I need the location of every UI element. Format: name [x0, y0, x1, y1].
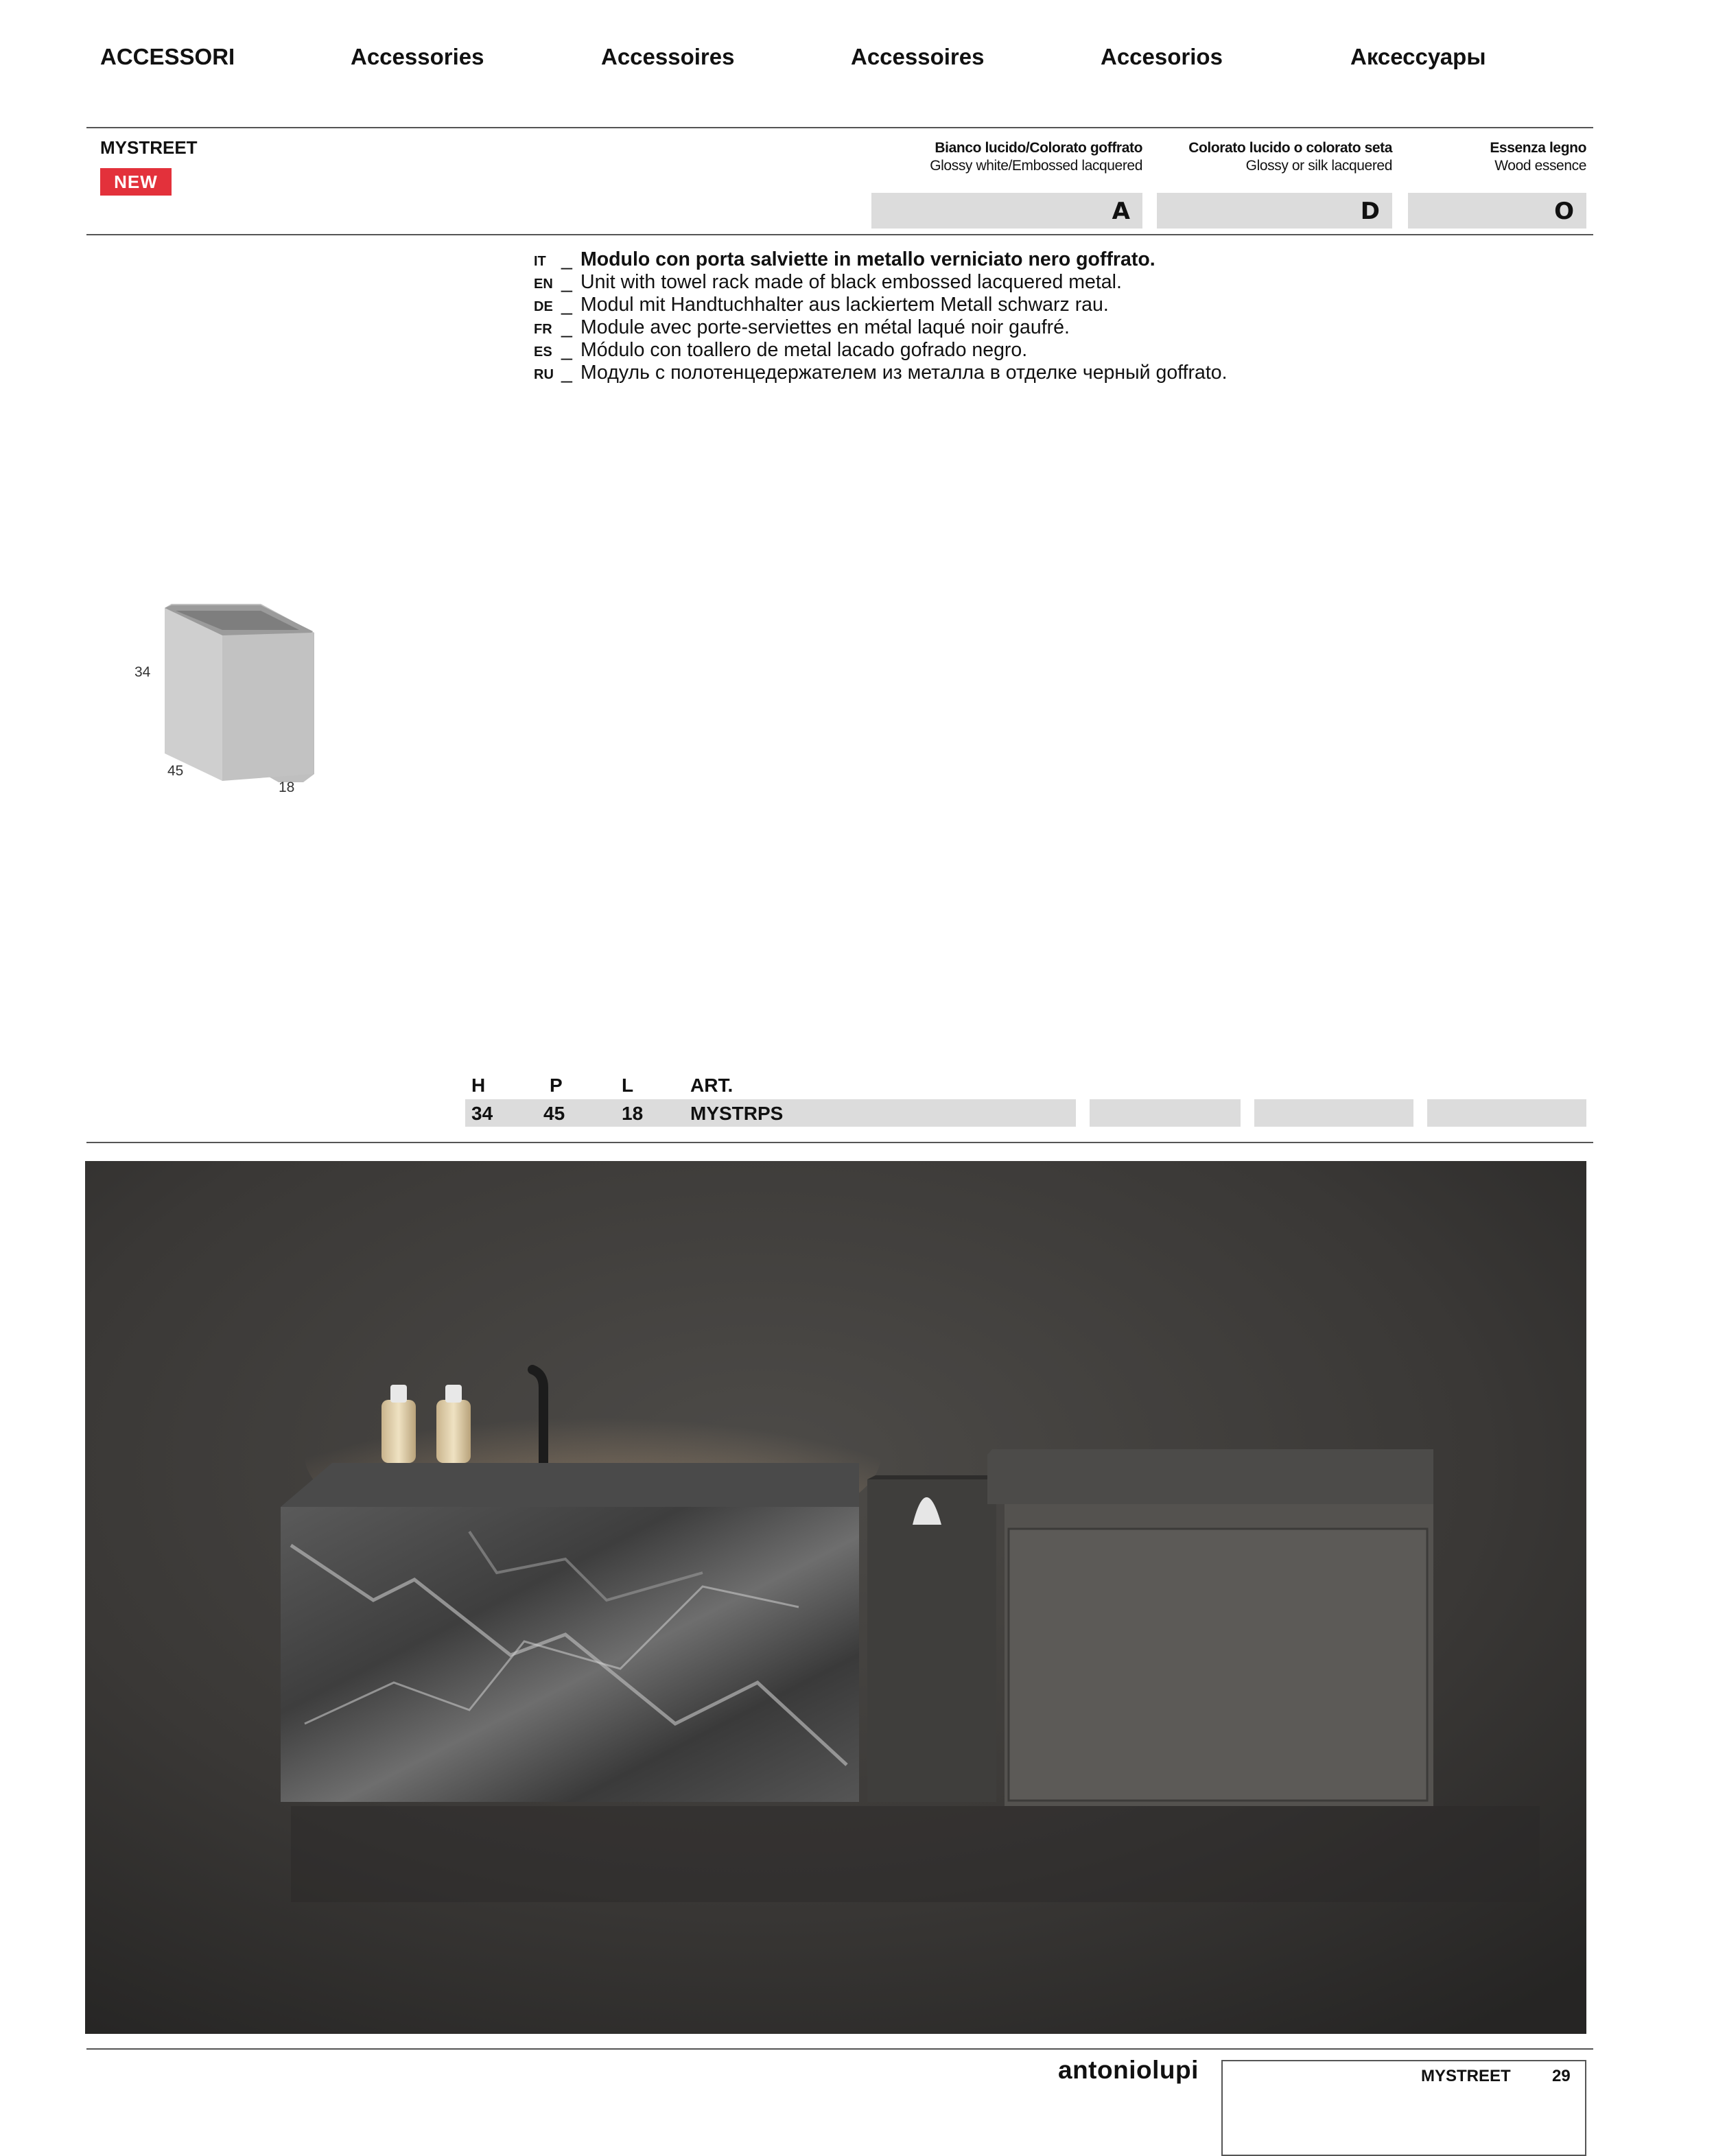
- table-header-h: H: [471, 1075, 486, 1096]
- description-en: [534, 271, 1228, 294]
- header-tab-es: Accesorios: [1101, 44, 1223, 69]
- footer-collection: MYSTREET: [1421, 2067, 1511, 2085]
- description-text: Modul mit Handtuchhalter aus lackiertem Metall schwarz rau.: [580, 294, 1109, 316]
- description-text: Модуль с полотенцедержателем из металла в отделке черный goffrato.: [580, 362, 1228, 384]
- new-badge: NEW: [100, 168, 172, 196]
- finish-subtitle: Wood essence: [1494, 158, 1586, 174]
- finish-title: Bianco lucido/Colorato goffrato: [935, 140, 1142, 156]
- finish-header-d: [1188, 139, 1392, 175]
- finish-subtitle: Glossy white/Embossed lacquered: [930, 158, 1142, 174]
- bottle-cap-icon: [445, 1385, 462, 1403]
- lang-separator: _: [561, 271, 572, 293]
- lang-code: FR: [534, 322, 552, 337]
- finish-code-a: A: [871, 193, 1142, 229]
- finish-code-o: O: [1408, 193, 1586, 229]
- description-ru: [534, 362, 1228, 384]
- bottle-icon: [436, 1400, 471, 1463]
- description-text: Módulo con toallero de metal lacado gofrado negro.: [580, 339, 1028, 361]
- table-value-l: 18: [622, 1103, 644, 1124]
- table-cell-d: [1254, 1099, 1413, 1127]
- lang-separator: _: [561, 362, 572, 384]
- footer-divider: [86, 2048, 1593, 2050]
- product-title: MYSTREET: [100, 137, 198, 158]
- dimension-height: 34: [134, 664, 151, 680]
- finish-header-o: [1490, 139, 1586, 175]
- bottle-cap-icon: [390, 1385, 407, 1403]
- dimension-depth: 18: [279, 780, 295, 795]
- lang-code: ES: [534, 344, 552, 360]
- lang-separator: _: [561, 316, 572, 338]
- cabinet-top: [987, 1449, 1433, 1504]
- product-photo: [85, 1161, 1586, 2034]
- header-tab-de: Accessoires: [601, 44, 735, 69]
- cabinet-shadow: [291, 1806, 1540, 1902]
- table-value-p: 45: [543, 1103, 565, 1124]
- description-text: Modulo con porta salviette in metallo verniciato nero goffrato.: [580, 248, 1155, 270]
- table-divider: [86, 1142, 1593, 1143]
- finish-subtitle: Glossy or silk lacquered: [1245, 158, 1392, 174]
- lang-separator: _: [561, 294, 572, 316]
- header-tab-ru: Аксессуары: [1350, 44, 1486, 69]
- header-tab-it: ACCESSORI: [100, 44, 235, 69]
- lang-separator: _: [561, 248, 572, 270]
- header-divider: [86, 127, 1593, 128]
- description-es: [534, 339, 1228, 362]
- table-value-art: MYSTRPS: [690, 1103, 784, 1124]
- finish-code-d: D: [1157, 193, 1392, 229]
- page-number: 29: [1552, 2067, 1571, 2085]
- description-text: Module avec porte-serviettes en métal laqué noir gaufré.: [580, 316, 1070, 338]
- finish-title: Essenza legno: [1490, 140, 1586, 156]
- description-de: [534, 294, 1228, 316]
- header-tab-fr: Accessoires: [851, 44, 985, 69]
- table-value-h: 34: [471, 1103, 493, 1124]
- dimension-width: 45: [167, 763, 184, 779]
- lang-code: IT: [534, 254, 546, 269]
- table-header-p: P: [550, 1075, 563, 1096]
- lang-code: DE: [534, 299, 553, 314]
- description-block: [534, 248, 1228, 384]
- table-header-l: L: [622, 1075, 634, 1096]
- table-cell-a: [1090, 1099, 1241, 1127]
- description-text: Unit with towel rack made of black embossed lacquered metal.: [580, 271, 1122, 293]
- table-cell-o: [1427, 1099, 1586, 1127]
- footer-box: [1221, 2060, 1586, 2156]
- lang-code: EN: [534, 277, 553, 292]
- table-header-art: ART.: [690, 1075, 733, 1096]
- lang-separator: _: [561, 339, 572, 361]
- description-it: [534, 248, 1228, 271]
- basin-top: [281, 1463, 859, 1507]
- module-drawing: [158, 597, 322, 789]
- lang-code: RU: [534, 367, 554, 382]
- towel-rack-module: [867, 1479, 996, 1802]
- drawer-front: [1009, 1529, 1427, 1801]
- header-tab-en: Accessories: [351, 44, 484, 69]
- finish-header-a: [930, 139, 1142, 175]
- brand-logo: antoniolupi: [1058, 2056, 1199, 2084]
- description-fr: [534, 316, 1228, 339]
- bottle-icon: [381, 1400, 416, 1463]
- drawing-side: [165, 608, 222, 781]
- finish-title: Colorato lucido o colorato seta: [1188, 140, 1392, 156]
- drawing-front: [222, 633, 313, 781]
- product-photo-illustration: [85, 1161, 1586, 2034]
- finish-divider: [86, 234, 1593, 235]
- towel-rack-opening: [867, 1475, 996, 1479]
